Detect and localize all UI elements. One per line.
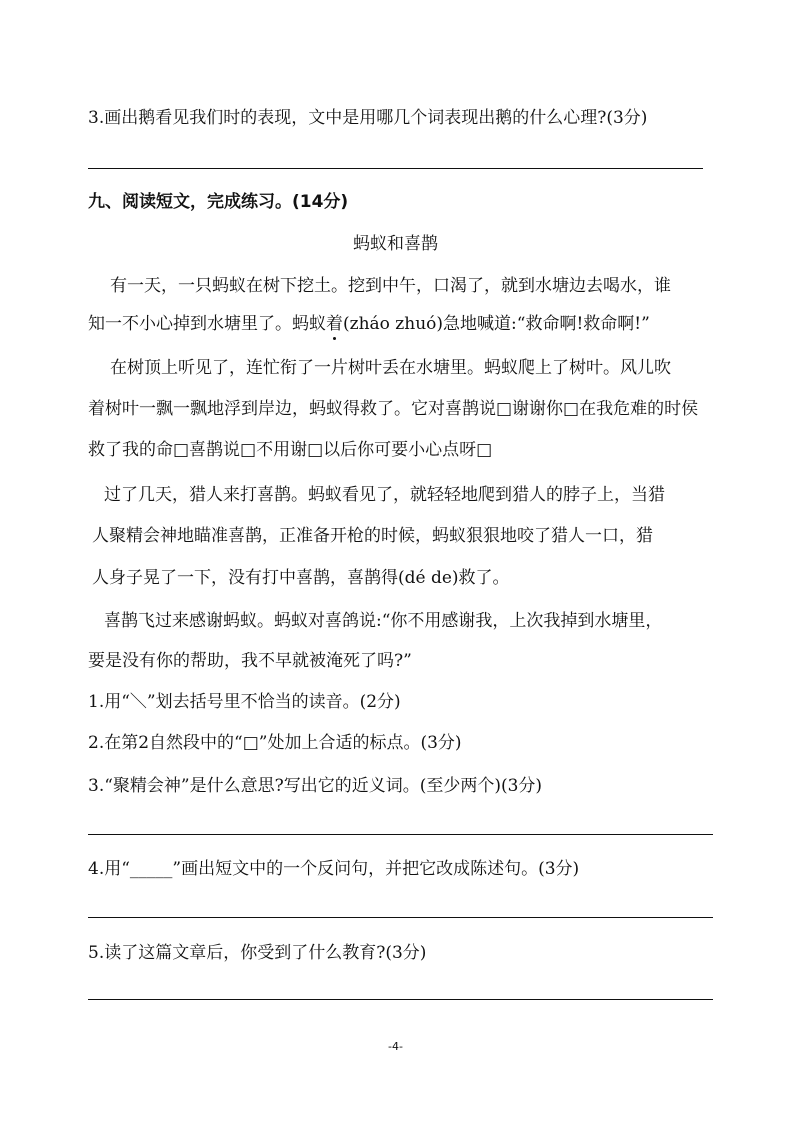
story-title: 蚂蚁和喜鹊 [353,234,438,254]
question-3-top: 3.画出鹅看见我们时的表现，文中是用哪几个词表现出鹅的什么心理?(3分) [88,108,648,128]
section-title: 九、阅读短文，完成练习。(14分) [88,192,349,212]
para2-line1: 在树顶上听见了，连忙衔了一片树叶丢在水塘里。蚂蚁爬上了树叶。风儿吹 [110,358,671,378]
answer-line-q3[interactable] [88,834,713,835]
dotted-char: 着 [326,314,343,334]
para4-line2: 要是没有你的帮助，我不早就被淹死了吗?” [88,651,412,671]
answer-line-q4[interactable] [88,917,713,918]
question-4: 4.用“_____”画出短文中的一个反问句，并把它改成陈述句。(3分) [88,859,580,879]
para1-line2-a: 知一不小心掉到水塘里了。蚂蚁 [88,314,326,334]
para2-line3: 救了我的命□喜鹊说□不用谢□以后你可要小心点呀□ [88,440,493,460]
para1-line1: 有一天，一只蚂蚁在树下挖土。挖到中午，口渴了，就到水塘边去喝水，谁 [110,276,671,296]
para2-line2: 着树叶一飘一飘地浮到岸边，蚂蚁得救了。它对喜鹊说□谢谢你□在我危难的时侯 [88,399,699,419]
para4-line1: 喜鹊飞过来感谢蚂蚁。蚂蚁对喜鸽说:“你不用感谢我，上次我掉到水塘里， [104,611,663,631]
para1-line2-b: (zháo zhuó)急地喊道:“救命啊!救命啊!” [343,314,650,334]
para3-line2: 人聚精会神地瞄准喜鹊，正准备开枪的时候，蚂蚁狠狠地咬了猎人一口，猎 [92,526,653,546]
para1-line2 [88,312,650,336]
page-number: -4- [388,1040,403,1053]
question-1: 1.用“＼”划去括号里不恰当的读音。(2分) [88,692,401,712]
answer-line-q5[interactable] [88,999,713,1000]
question-5: 5.读了这篇文章后，你受到了什么教育?(3分) [88,943,427,963]
question-2: 2.在第2自然段中的“□”处加上合适的标点。(3分) [88,733,462,753]
question-3: 3.“聚精会神”是什么意思?写出它的近义词。(至少两个)(3分) [88,776,543,796]
answer-line-top [88,168,703,169]
para3-line1: 过了几天，猎人来打喜鹊。蚂蚁看见了，就轻轻地爬到猎人的脖子上，当猎 [104,485,665,505]
para3-line3: 人身子晃了一下，没有打中喜鹊，喜鹊得(dé de)救了。 [92,568,510,588]
